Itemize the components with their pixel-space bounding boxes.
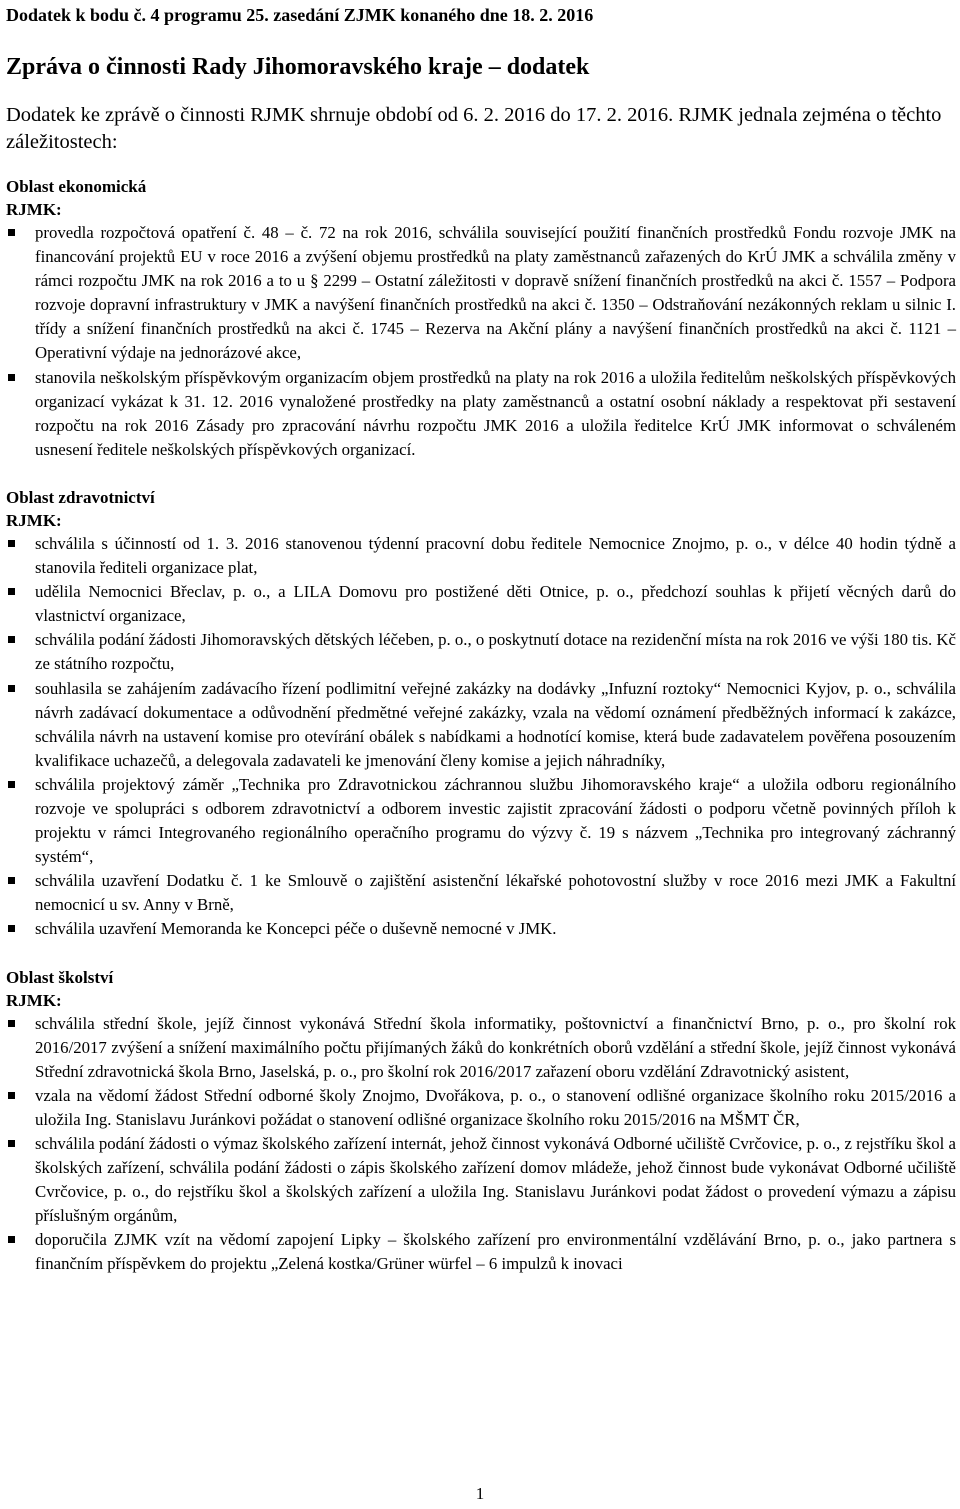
list-item-text: schválila s účinností od 1. 3. 2016 stanovenou týdenní pracovní dobu ředitele Nemocnice Znojmo, p. o., v délce 40 hodin týdně a stanovila řediteli organizace plat, [35,533,956,578]
square-bullet-icon [8,1092,15,1099]
section-education [6,966,956,1277]
list-item [6,628,956,676]
document-title: Zpráva o činnosti Rady Jihomoravského kraje – dodatek [6,54,590,80]
square-bullet-icon [8,229,15,236]
list-item-text: schválila uzavření Memoranda ke Koncepci péče o duševně nemocné v JMK. [35,919,557,939]
list-item-text: schválila podání žádosti o výmaz školského zařízení internát, jehož činnost vykonává Odborné učiliště Cvrčovice, p. o., z rejstříku škol a školských zařízení, schválila podání žádosti o zápis školského zařízení domov mládeže, jehož činnost bude vykonávat Odborné učiliště Cvrčovice, p. o., do rejstříku škol a školských zařízení a uložila Ing. Stanislavu Juránkovi podat žádost o provedení výmazu a zápisu příslušným orgánům, [35,1134,956,1226]
list-item [6,869,956,917]
list-item-text: souhlasila se zahájením zadávacího řízení podlimitní veřejné zakázky na dodávky „Infuzní roztoky“ Nemocnici Kyjov, p. o., schválila návrh zadávací dokumentace a odůvodnění předmětné veřejné zakázky, vzala na vědomí oznámení předběžných informací k zakázce, schválila návrh na ustavení komise pro otevírání obálek s nabídkami a hodnotící komise, která bude zadavatelem pověřena posouzením kvalifikace uchazečů, a delegovala zadavateli ke jmenování členy komise a jejich náhradníky, [35,678,956,770]
square-bullet-icon [8,925,15,932]
list-item [6,221,956,366]
square-bullet-icon [8,540,15,547]
item-list [6,532,956,942]
section-title: Oblast zdravotnictví [6,487,155,507]
page-number: 1 [475,1484,485,1503]
section-title: Oblast ekonomická [6,177,147,196]
list-item-text: schválila uzavření Dodatku č. 1 ke Smlouvě o zajištění asistenční lékařské pohotovostní služby v roce 2016 mezi JMK a Fakultní nemocnicí u sv. Anny v Brně, [35,871,956,915]
list-item-text: udělila Nemocnici Břeclav, p. o., a LILA Domovu pro postižené děti Otnice, p. o., předchozí souhlas k přijetí věcných darů do vlastnictví organizace, [35,582,956,626]
section-title: Oblast školství [6,967,114,987]
list-item [6,1084,956,1132]
list-item-text: doporučila ZJMK vzít na vědomí zapojení Lipky – školského zařízení pro environmentální vzdělávání Brno, p. o., jako partnera s finančním příspěvkem do projektu „Zelená kostka/Grüner würfel – 6 impulzů k inovaci [35,1230,956,1274]
document-page [6,0,956,1277]
intro-paragraph: Dodatek ke zprávě o činnosti RJMK shrnuje období od 6. 2. 2016 do 17. 2. 2016. RJMK jednala zejména o těchto záležitostech: [6,104,942,153]
list-item [6,1012,956,1084]
list-item [6,773,956,869]
square-bullet-icon [8,1020,15,1027]
square-bullet-icon [8,588,15,595]
square-bullet-icon [8,1236,15,1243]
section-label: RJMK: [6,510,62,530]
list-item-text: provedla rozpočtová opatření č. 48 – č. 72 na rok 2016, schválila související použití finančních prostředků Fondu rozvoje JMK na financování projektů EU v roce 2016 a zvýšení objemu prostředků na platy zaměstnanců zařazených do KrÚ JMK a schválila změny v rámci rozpočtu JMK na rok 2016 a to u § 2299 – Ostatní záležitosti v dopravě snížení finančních prostředků na akci č. 1557 – Podpora rozvoje dopravní infrastruktury v JMK a navýšení finančních prostředků na akci č. 1350 – Odstraňování nezákonných reklam u silnic I. třídy a snížení finančních prostředků na akci č. 1745 – Rezerva na Akční plány a navýšení finančních prostředků na akci č. 1121 – Operativní výdaje na jednorázové akce, [35,223,956,363]
square-bullet-icon [8,877,15,884]
list-item-text: vzala na vědomí žádost Střední odborné školy Znojmo, Dvořákova, p. o., o stanovení odlišné organizace školního roku 2015/2016 a uložila Ing. Stanislavu Juránkovi požádat o stanovení odlišné organizace školního roku 2015/2016 na MŠMT ČR, [35,1085,956,1129]
section-economy [6,175,956,462]
section-health [6,486,956,942]
list-item [6,1132,956,1228]
square-bullet-icon [8,636,15,643]
item-list [6,221,956,462]
list-item [6,1228,956,1276]
item-list [6,1012,956,1277]
square-bullet-icon [8,781,15,788]
list-item [6,532,956,580]
list-item [6,917,956,941]
list-item [6,580,956,628]
list-item-text: schválila projektový záměr „Technika pro Zdravotnickou záchrannou službu Jihomoravského kraje“ a uložila odboru regionálního rozvoje ve spolupráci s odborem zdravotnictví a odborem investic zajistit zpracování žádosti o podporu včetně povinných příloh k projektu v rámci Integrovaného regionálního operačního programu do výzvy č. 19 s názvem „Technika pro integrovaný záchranný systém“, [35,774,956,867]
document-header: Dodatek k bodu č. 4 programu 25. zasedání ZJMK konaného dne 18. 2. 2016 [6,5,594,25]
list-item-text: stanovila neškolským příspěvkovým organizacím objem prostředků na platy na rok 2016 a uložila ředitelům neškolských příspěvkových organizací vykázat k 31. 12. 2016 vynaložené prostředky na platy zaměstnanců a ostatní osobní náklady a respektovat při sestavení rozpočtu na rok 2016 Zásady pro zpracování návrhu rozpočtu JMK 2016 a uložila ředitelce KrÚ JMK informovat o schváleném usnesení ředitele neškolských příspěvkových organizací. [35,367,956,459]
section-label: RJMK: [6,200,62,219]
list-item [6,677,956,773]
square-bullet-icon [8,1140,15,1147]
square-bullet-icon [8,374,15,381]
list-item [6,366,956,462]
square-bullet-icon [8,685,15,692]
list-item-text: schválila podání žádosti Jihomoravských dětských léčeben, p. o., o poskytnutí dotace na rezidenční místa na rok 2016 ve výši 180 tis. Kč ze státního rozpočtu, [35,630,956,674]
section-label: RJMK: [6,990,62,1010]
list-item-text: schválila střední škole, jejíž činnost vykonává Střední škola informatiky, poštovnictví a finančnictví Brno, p. o., pro školní rok 2016/2017 zvýšení a snížení maximálního počtu přijímaných žáků do konkrétních oborů vzdělání a střední škole, jejíž činnost vykonává Střední zdravotnická škola Brno, Jaselská, p. o., pro školní rok 2016/2017 zařazení oboru vzdělání Zdravotnický asistent, [35,1013,956,1081]
